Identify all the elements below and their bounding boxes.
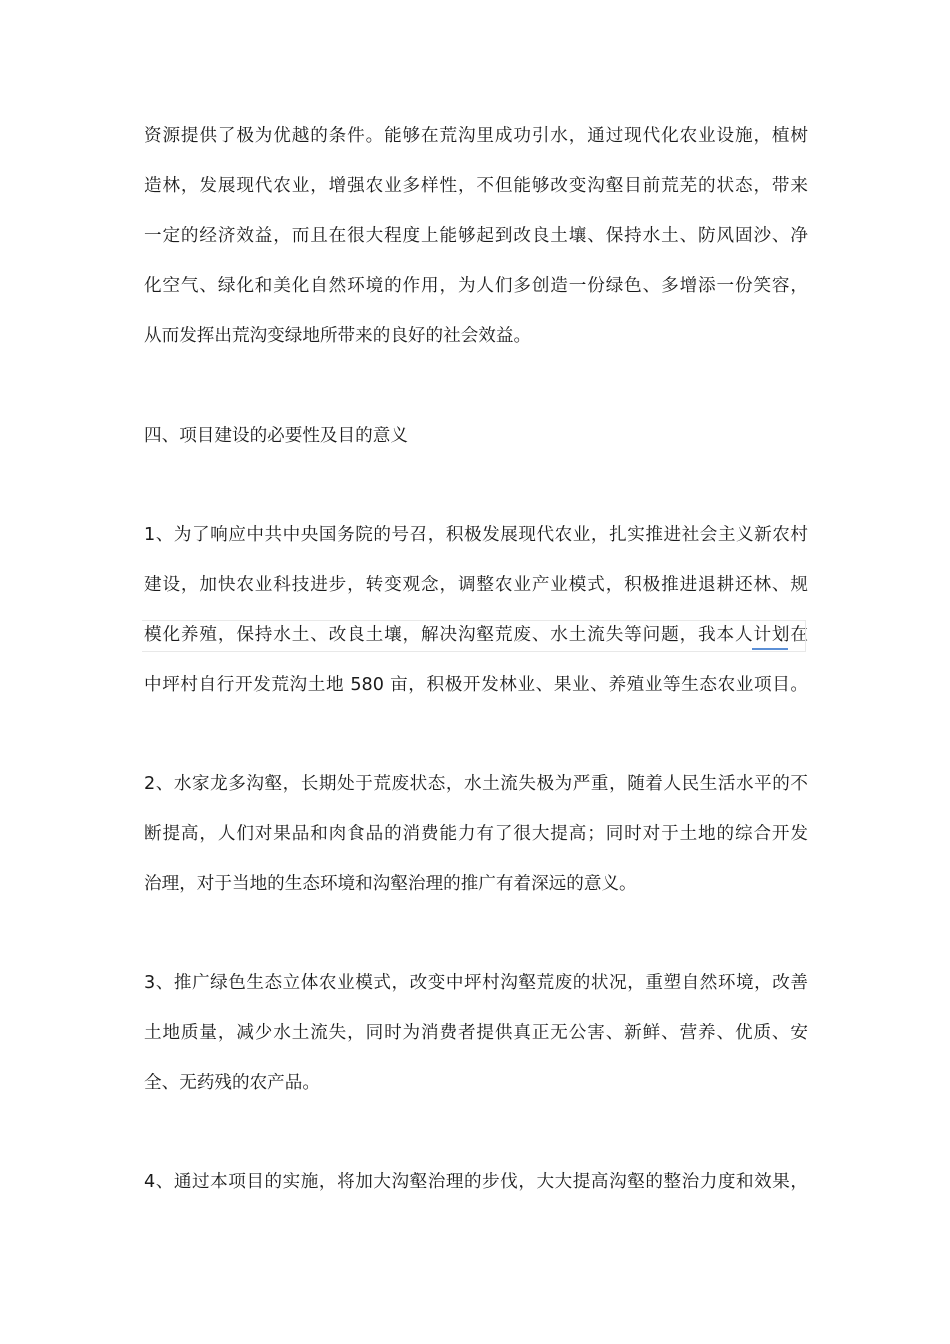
text-line: 全、无药残的农产品。 — [144, 1073, 320, 1093]
spellcheck-underline — [752, 648, 788, 650]
text-line: 1、为了响应中共中央国务院的号召，积极发展现代农业，扎实推进社会主义新农村 — [144, 525, 808, 545]
text-line: 造林，发展现代农业，增强农业多样性，不但能够改变沟壑目前荒芜的状态，带来 — [144, 176, 808, 196]
text-line: 一定的经济效益，而且在很大程度上能够起到改良土壤、保持水土、防风固沙、净 — [144, 226, 808, 246]
text-line: 3、推广绿色生态立体农业模式，改变中坪村沟壑荒废的状况，重塑自然环境，改善 — [144, 973, 808, 993]
text-line: 中坪村自行开发荒沟土地 580 亩，积极开发林业、果业、养殖业等生态农业项目。 — [144, 675, 808, 695]
text-line: 资源提供了极为优越的条件。能够在荒沟里成功引水，通过现代化农业设施，植树 — [144, 126, 808, 146]
text-line: 断提高，人们对果品和肉食品的消费能力有了很大提高；同时对于土地的综合开发 — [144, 824, 808, 844]
text-line: 模化养殖，保持水土、改良土壤，解决沟壑荒废、水土流失等问题，我本人计划在 — [144, 625, 808, 645]
text-line: 土地质量，减少水土流失，同时为消费者提供真正无公害、新鲜、营养、优质、安 — [144, 1023, 808, 1043]
text-line: 治理，对于当地的生态环境和沟壑治理的推广有着深远的意义。 — [144, 874, 637, 894]
text-line: 2、水家龙多沟壑，长期处于荒废状态，水土流失极为严重，随着人民生活水平的不 — [144, 774, 808, 794]
text-line: 建设，加快农业科技进步，转变观念，调整农业产业模式，积极推进退耕还林、规 — [144, 575, 808, 595]
section-heading: 四、项目建设的必要性及目的意义 — [144, 426, 408, 446]
text-line: 从而发挥出荒沟变绿地所带来的良好的社会效益。 — [144, 326, 532, 346]
text-line: 4、通过本项目的实施，将加大沟壑治理的步伐，大大提高沟壑的整治力度和效果， — [144, 1172, 808, 1192]
text-line: 化空气、绿化和美化自然环境的作用，为人们多创造一份绿色、多增添一份笑容， — [144, 276, 808, 296]
